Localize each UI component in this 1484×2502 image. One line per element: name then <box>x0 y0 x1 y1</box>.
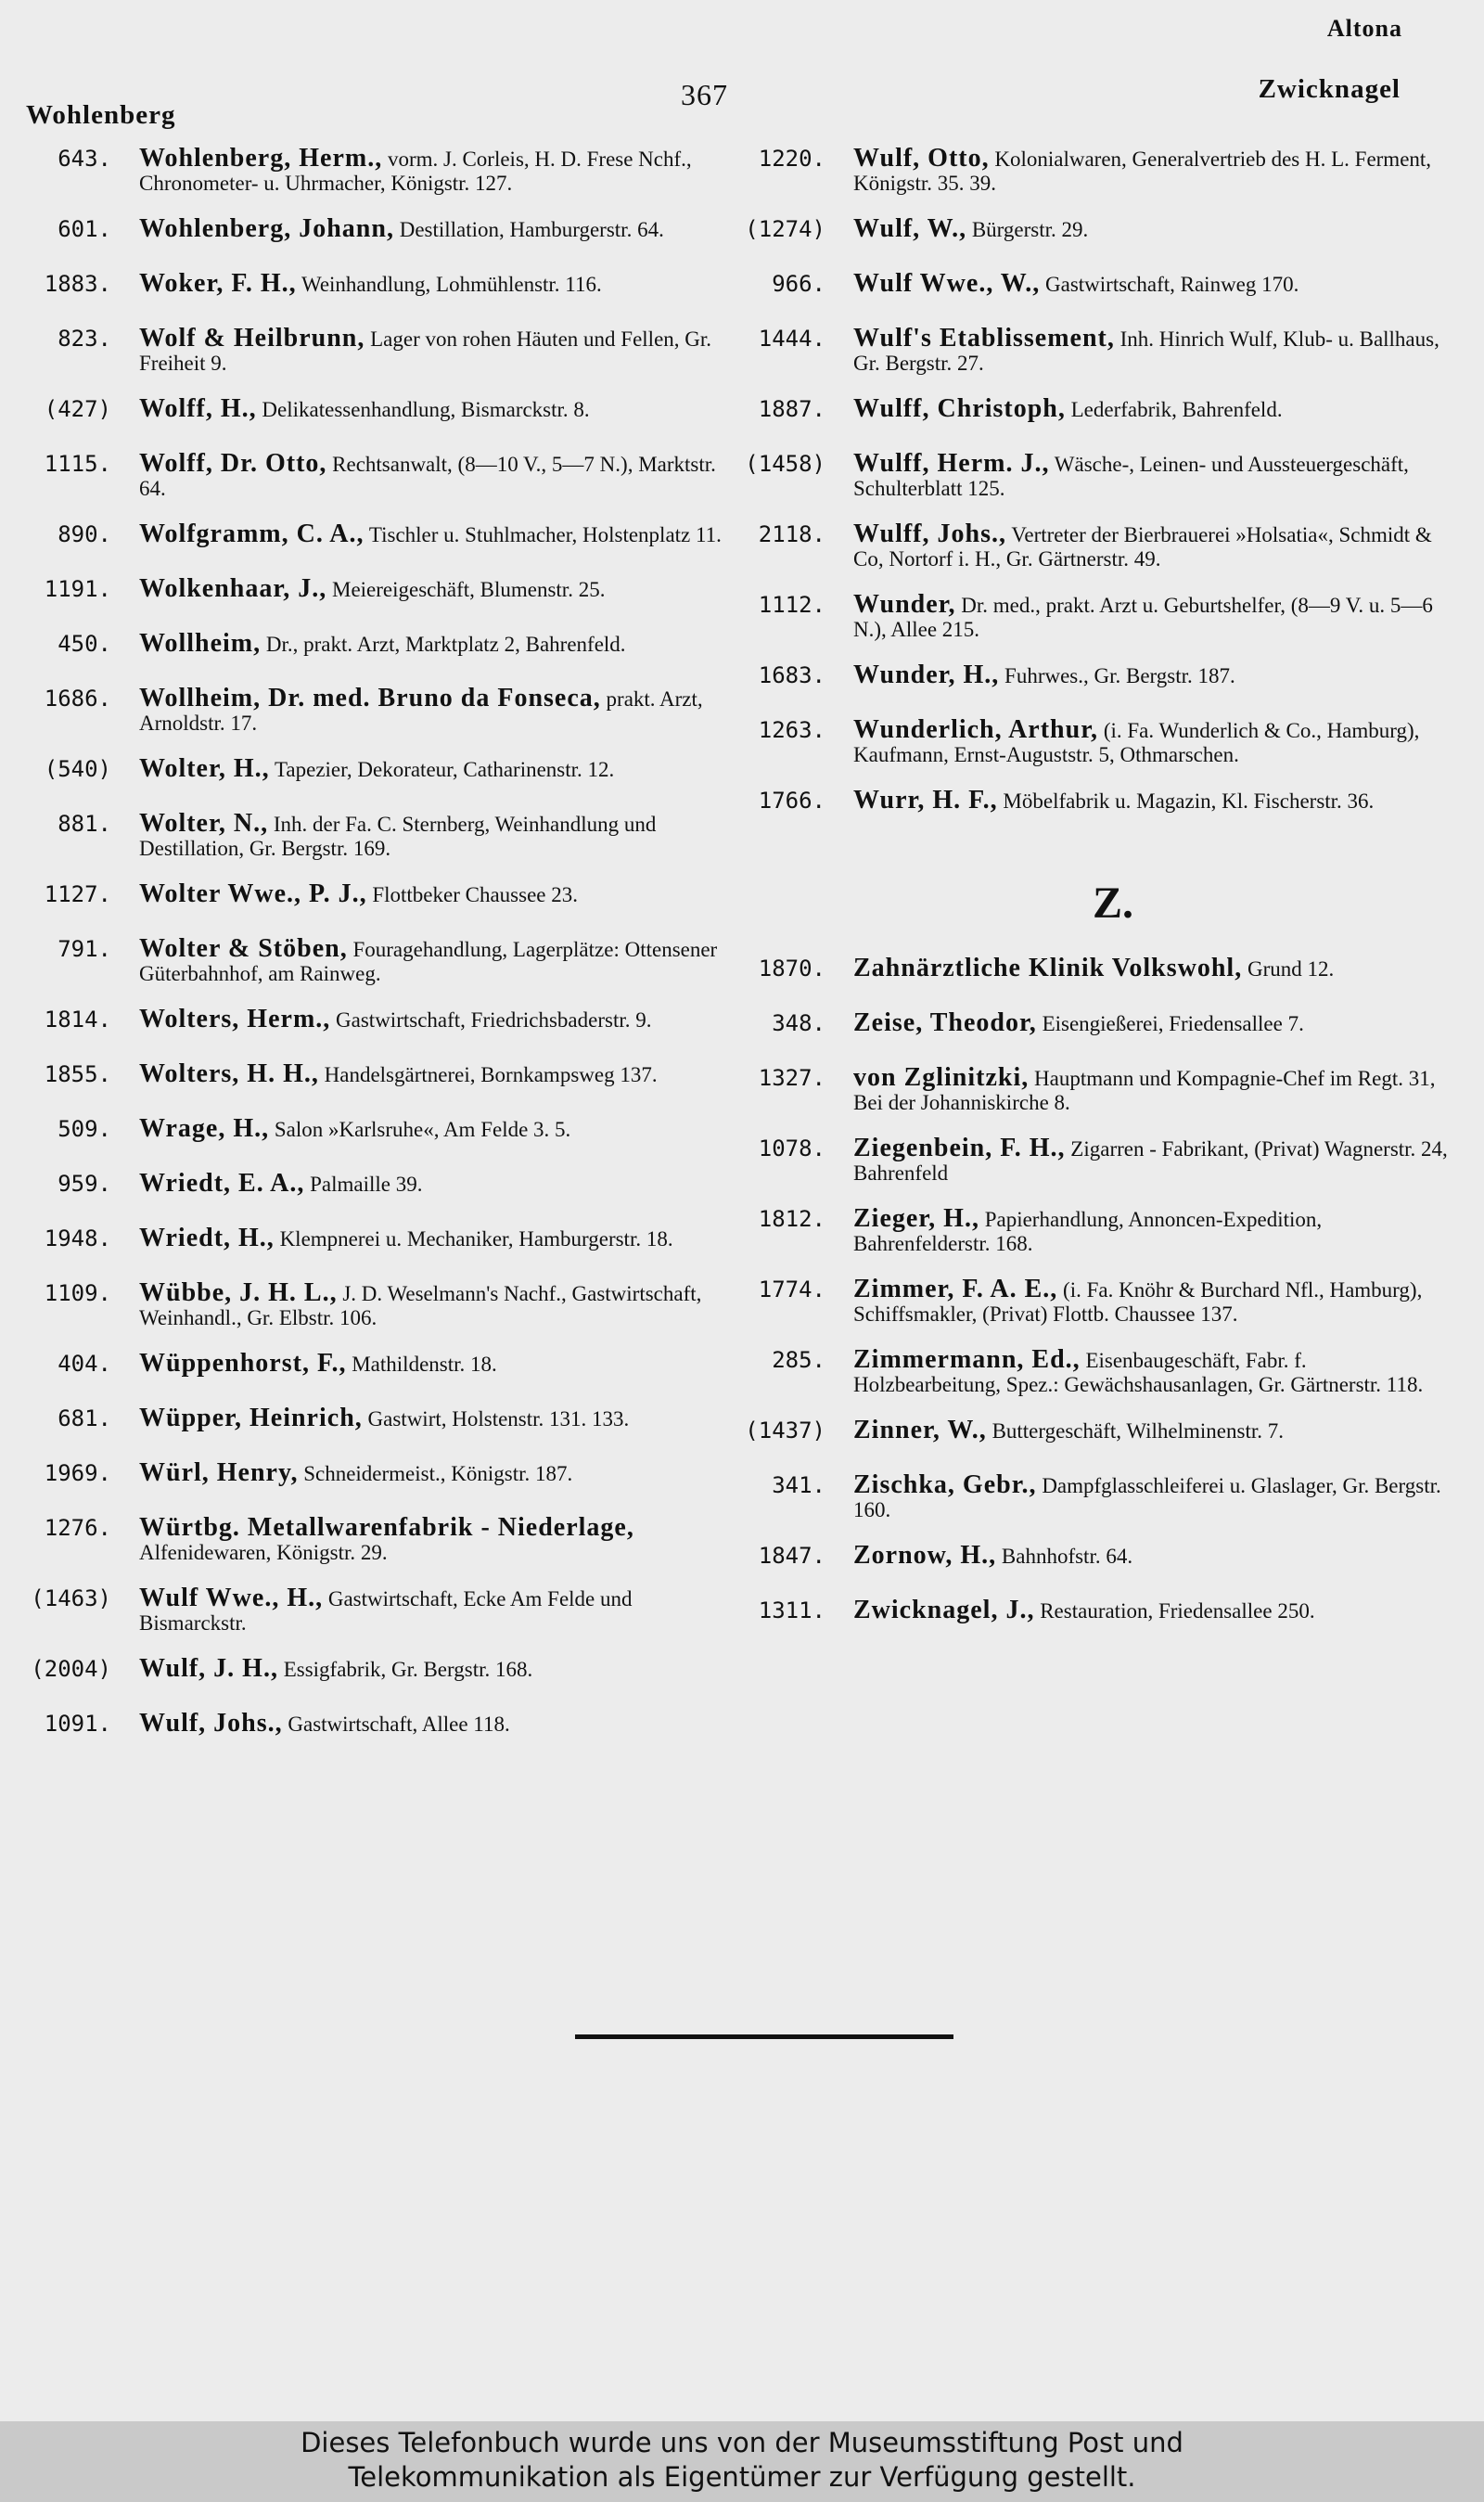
entry-details: Bürgerstr. 29. <box>971 218 1089 241</box>
entry-details: Tapezier, Dekorateur, Catharinenstr. 12. <box>274 758 615 781</box>
directory-entry <box>733 956 1456 990</box>
entry-text <box>139 1278 733 1330</box>
entry-name: Wübbe, J. H. L., <box>139 1278 338 1307</box>
entry-text <box>139 1709 733 1738</box>
phone-number: 1683. <box>758 662 825 688</box>
directory-entry <box>19 879 733 916</box>
directory-entry <box>19 1226 733 1260</box>
entry-name: Wunder, H., <box>853 661 1000 689</box>
phone-number: 791. <box>58 936 111 962</box>
phone-number: (540) <box>44 756 111 782</box>
entry-details: Bahnhofstr. 64. <box>1001 1545 1133 1568</box>
entry-text <box>139 1406 733 1431</box>
entry-details: Fuhrwes., Gr. Bergstr. 187. <box>1004 664 1235 687</box>
directory-entry <box>733 663 1456 697</box>
phone-number: 1078. <box>758 1136 825 1161</box>
directory-entry <box>19 574 733 610</box>
directory-entry <box>19 394 733 430</box>
entry-text <box>139 1007 733 1033</box>
phone-number: 2118. <box>758 521 825 547</box>
entry-text <box>139 934 733 986</box>
entry-details: Weinhandlung, Lohmühlenstr. 116. <box>301 273 602 296</box>
entry-details: Delikatessenhandlung, Bismarckstr. 8. <box>262 398 590 421</box>
entry-name: Wolters, Herm., <box>139 1005 331 1033</box>
phone-number: 1847. <box>758 1543 825 1569</box>
entry-text <box>139 394 733 423</box>
entry-name: Wolter & Stöben, <box>139 934 348 963</box>
entry-text <box>853 324 1456 376</box>
directory-entry <box>19 686 733 736</box>
entry-name: Wunder, <box>853 590 956 619</box>
entry-text <box>139 1586 733 1636</box>
entry-text <box>139 1226 733 1251</box>
footer-line-2: Telekommunikation als Eigentümer zur Verfügung gestellt. <box>348 2461 1136 2493</box>
entry-name: Wüpper, Heinrich, <box>139 1404 363 1432</box>
entry-text <box>139 574 733 603</box>
section-letter: Z. <box>1092 879 1133 928</box>
entry-text <box>853 1345 1456 1397</box>
directory-entry <box>733 1136 1456 1186</box>
entry-text <box>139 1349 733 1378</box>
directory-entry <box>733 1277 1456 1327</box>
phone-number: 1686. <box>44 686 111 712</box>
directory-entry <box>19 1654 733 1690</box>
directory-entry <box>19 1059 733 1096</box>
entry-name: Würtbg. Metallwarenfabrik - Niederlage, <box>139 1513 634 1542</box>
entry-text <box>139 449 733 501</box>
entry-text <box>853 449 1456 501</box>
entry-details: Fouragehandlung, Lagerplätze: Ottensener Güterbahnhof, am Rainweg. <box>139 938 718 985</box>
phone-number: 1766. <box>758 788 825 814</box>
entry-text <box>853 1063 1456 1115</box>
phone-number: (2004) <box>31 1656 111 1682</box>
entry-text <box>139 686 733 736</box>
header-city: Altona <box>1326 15 1402 42</box>
directory-entry <box>19 1586 733 1636</box>
entry-name: Wolters, H. H., <box>139 1059 319 1088</box>
directory-entry <box>733 1470 1456 1522</box>
entry-name: Zischka, Gebr., <box>853 1470 1037 1499</box>
directory-entry <box>19 269 733 305</box>
entry-name: Zimmermann, Ed., <box>853 1345 1081 1374</box>
entry-details: Destillation, Hamburgerstr. 64. <box>399 218 664 241</box>
entry-details: Alfenidewaren, Königstr. 29. <box>139 1541 388 1564</box>
entry-name: Wohlenberg, Johann, <box>139 214 394 243</box>
directory-entry <box>733 1345 1456 1397</box>
phone-number: 348. <box>772 1010 825 1036</box>
entry-text <box>853 715 1456 767</box>
entry-text <box>139 754 733 783</box>
entry-details: Eisenbaugeschäft, Fabr. f. Holzbearbeitung, Spez.: Gewächshausanlagen, Gr. Gärtnerstr. 118. <box>853 1349 1424 1396</box>
entry-text <box>853 1598 1456 1623</box>
entry-name: Woker, F. H., <box>139 269 297 298</box>
entry-name: Wulf, Johs., <box>139 1709 283 1738</box>
phone-number: (427) <box>44 396 111 422</box>
directory-entry <box>19 449 733 501</box>
entry-text <box>853 522 1456 571</box>
entry-name: Wulf, J. H., <box>139 1654 278 1683</box>
entry-name: Würl, Henry, <box>139 1458 299 1487</box>
phone-number: 450. <box>58 631 111 657</box>
directory-entry <box>733 214 1456 250</box>
entry-text <box>139 809 733 861</box>
directory-entry <box>733 1063 1456 1115</box>
phone-number: 1115. <box>44 451 111 477</box>
phone-number: 1191. <box>44 576 111 602</box>
directory-entry <box>733 715 1456 767</box>
directory-entry <box>19 1349 733 1385</box>
entry-details: prakt. Arzt, Arnoldstr. 17. <box>139 687 703 735</box>
entry-text <box>139 1458 733 1487</box>
entry-text <box>853 269 1456 298</box>
entry-name: Wolter, H., <box>139 754 270 783</box>
entry-text <box>853 1204 1456 1256</box>
entry-details: Kolonialwaren, Generalvertrieb des H. L. Ferment, Königstr. 35. 39. <box>853 148 1432 195</box>
phone-number: 1091. <box>44 1711 111 1737</box>
entry-name: Wulf's Etablissement, <box>853 324 1115 353</box>
page-number: 367 <box>681 78 728 111</box>
phone-number: 1855. <box>44 1061 111 1087</box>
entry-details: Klempnerei u. Mechaniker, Hamburgerstr. 18. <box>279 1227 673 1251</box>
entry-name: Zimmer, F. A. E., <box>853 1275 1058 1303</box>
directory-entry <box>733 1598 1456 1632</box>
entry-name: Zornow, H., <box>853 1541 997 1570</box>
phone-number: (1458) <box>745 451 825 477</box>
entry-name: Zwicknagel, J., <box>853 1596 1035 1624</box>
entry-text <box>853 394 1456 423</box>
entry-name: Wriedt, H., <box>139 1224 275 1252</box>
entry-details: (i. Fa. Knöhr & Burchard Nfl., Hamburg), Schiffsmakler, (Privat) Flottb. Chaussee 137. <box>853 1278 1423 1326</box>
entry-name: Wolff, Dr. Otto, <box>139 449 327 478</box>
directory-entry <box>733 522 1456 571</box>
directory-entry <box>19 934 733 986</box>
entry-details: Gastwirtschaft, Friedrichsbaderstr. 9. <box>336 1008 652 1032</box>
phone-number: (1437) <box>745 1418 825 1443</box>
entry-text <box>853 1277 1456 1327</box>
entry-text <box>853 1470 1456 1522</box>
phone-number: 1276. <box>44 1515 111 1541</box>
entry-text <box>139 324 733 376</box>
entry-name: Wolff, H., <box>139 394 257 423</box>
entry-name: Wolter Wwe., P. J., <box>139 879 367 908</box>
entry-name: Wollheim, <box>139 629 262 658</box>
entry-name: Ziegenbein, F. H., <box>853 1134 1066 1162</box>
entry-name: Wolter, N., <box>139 809 269 838</box>
entry-text <box>139 269 733 298</box>
phone-number: 509. <box>58 1116 111 1142</box>
entry-text <box>139 1513 733 1565</box>
directory-entry <box>733 144 1456 196</box>
entry-name: Wohlenberg, Herm., <box>139 144 383 173</box>
entry-name: Wulff, Christoph, <box>853 394 1066 423</box>
entry-text <box>139 522 733 547</box>
entry-name: Wüppenhorst, F., <box>139 1349 347 1378</box>
entry-name: Wunderlich, Arthur, <box>853 715 1099 744</box>
entry-details: Handelsgärtnerei, Bornkampsweg 137. <box>324 1063 658 1086</box>
phone-number: 966. <box>772 271 825 297</box>
directory-entry <box>19 1007 733 1041</box>
entry-text <box>139 879 733 908</box>
entry-text <box>139 629 733 658</box>
phone-number: 1127. <box>44 881 111 907</box>
entry-details: Dr. med., prakt. Arzt u. Geburtshelfer, (8—9 V. u. 5—6 N.), Allee 215. <box>853 594 1433 641</box>
entry-name: Wulf Wwe., W., <box>853 269 1041 298</box>
directory-entry <box>19 1114 733 1150</box>
entry-details: Gastwirtschaft, Ecke Am Felde und Bismarckstr. <box>139 1587 633 1635</box>
entry-text <box>853 1136 1456 1186</box>
entry-details: Eisengießerei, Friedensallee 7. <box>1042 1012 1304 1035</box>
phone-number: 1883. <box>44 271 111 297</box>
entry-details: Salon »Karlsruhe«, Am Felde 3. 5. <box>274 1118 571 1141</box>
entry-name: Wulff, Herm. J., <box>853 449 1050 478</box>
directory-entry <box>19 1169 733 1205</box>
directory-entry <box>19 629 733 665</box>
entry-text <box>139 1059 733 1088</box>
entry-details: Inh. Hinrich Wulf, Klub- u. Ballhaus, Gr. Bergstr. 27. <box>853 327 1439 375</box>
directory-entry <box>19 1709 733 1745</box>
directory-entry <box>19 214 733 250</box>
entry-details: Dampfglasschleiferei u. Glaslager, Gr. Bergstr. 160. <box>853 1474 1441 1521</box>
entry-details: Wäsche-, Leinen- und Aussteuergeschäft, Schulterblatt 125. <box>853 453 1409 500</box>
entry-details: Dr., prakt. Arzt, Marktplatz 2, Bahrenfeld. <box>265 633 626 656</box>
phone-number: 341. <box>772 1472 825 1498</box>
entry-text <box>853 1541 1456 1570</box>
directory-entry <box>733 786 1456 822</box>
directory-entry <box>19 754 733 790</box>
directory-entry <box>733 1418 1456 1452</box>
phone-number: 1112. <box>758 592 825 618</box>
phone-number: 1870. <box>758 956 825 982</box>
entry-name: Zieger, H., <box>853 1204 979 1233</box>
entry-name: Wurr, H. F., <box>853 786 998 815</box>
entry-details: Grund 12. <box>1247 957 1335 981</box>
phone-number: 643. <box>58 146 111 172</box>
phone-number: 1887. <box>758 396 825 422</box>
entry-text <box>139 214 733 243</box>
directory-entry <box>19 144 733 196</box>
entry-details: Inh. der Fa. C. Sternberg, Weinhandlung und Destillation, Gr. Bergstr. 169. <box>139 813 657 860</box>
entry-name: Zinner, W., <box>853 1416 987 1444</box>
entry-text <box>853 144 1456 196</box>
entry-text <box>139 144 733 196</box>
directory-entry <box>19 1278 733 1330</box>
entry-name: Wolkenhaar, J., <box>139 574 327 603</box>
z-entries <box>733 956 1456 1632</box>
entry-name: Wollheim, Dr. med. Bruno da Fonseca, <box>139 684 601 712</box>
entry-text <box>853 1418 1456 1443</box>
entry-details: Vertreter der Bierbrauerei »Holsatia«, Schmidt & Co, Nortorf i. H., Gr. Gärtnerstr. 49. <box>853 523 1432 571</box>
entry-name: Wulf, Otto, <box>853 144 990 173</box>
entry-text <box>853 786 1456 815</box>
directory-entry <box>733 1541 1456 1577</box>
header-last-entry: Zwicknagel <box>1258 74 1401 104</box>
entry-text <box>853 956 1456 982</box>
entry-details: Gastwirt, Holstenstr. 131. 133. <box>367 1407 630 1431</box>
entry-name: Wolfgramm, C. A., <box>139 520 365 548</box>
phone-number: 285. <box>772 1347 825 1373</box>
entry-details: Meiereigeschäft, Blumenstr. 25. <box>332 578 606 601</box>
phone-number: 1814. <box>44 1007 111 1033</box>
directory-entry <box>733 449 1456 501</box>
entry-name: Zahnärztliche Klinik Volkswohl, <box>853 954 1243 982</box>
phone-number: 881. <box>58 811 111 837</box>
phone-number: 823. <box>58 326 111 352</box>
directory-entry <box>19 522 733 556</box>
entry-details: Schneidermeist., Königstr. 187. <box>303 1462 573 1485</box>
directory-entry <box>733 1204 1456 1256</box>
phone-number: 681. <box>58 1405 111 1431</box>
phone-number: 1220. <box>758 146 825 172</box>
entry-details: (i. Fa. Wunderlich & Co., Hamburg), Kaufmann, Ernst-Auguststr. 5, Othmarschen. <box>853 719 1420 766</box>
entry-details: Restauration, Friedensallee 250. <box>1040 1599 1315 1623</box>
directory-entry <box>733 324 1456 376</box>
directory-entry <box>19 324 733 376</box>
entry-name: Wrage, H., <box>139 1114 270 1143</box>
entry-details: Möbelfabrik u. Magazin, Kl. Fischerstr. 36. <box>1003 789 1375 813</box>
entry-name: Wriedt, E. A., <box>139 1169 305 1198</box>
entry-details: Tischler u. Stuhlmacher, Holstenplatz 11. <box>368 523 722 546</box>
directory-entry <box>19 809 733 861</box>
entry-details: Mathildenstr. 18. <box>352 1353 497 1376</box>
entry-name: Wulf, W., <box>853 214 967 243</box>
entry-details: Lederfabrik, Bahrenfeld. <box>1070 398 1283 421</box>
directory-entry <box>733 394 1456 430</box>
w-entries <box>733 144 1456 822</box>
entry-details: Gastwirtschaft, Allee 118. <box>288 1713 510 1736</box>
phone-number: 1444. <box>758 326 825 352</box>
header-first-entry: Wohlenberg <box>26 100 176 130</box>
directory-entry <box>733 1008 1456 1045</box>
phone-number: 1774. <box>758 1277 825 1302</box>
entry-text <box>853 663 1456 688</box>
directory-entry <box>19 1458 733 1495</box>
footer-line-1: Dieses Telefonbuch wurde uns von der Museumsstiftung Post und <box>301 2427 1183 2458</box>
entry-details: Papierhandlung, Annoncen-Expedition, Bahrenfelderstr. 168. <box>853 1208 1323 1255</box>
entry-details: Lager von rohen Häuten und Fellen, Gr. Freiheit 9. <box>139 327 712 375</box>
right-column <box>733 144 1456 1653</box>
phone-number: 1948. <box>44 1225 111 1251</box>
entry-name: von Zglinitzki, <box>853 1063 1030 1092</box>
directory-entry <box>733 269 1456 305</box>
entry-details: Essigfabrik, Gr. Bergstr. 168. <box>283 1658 533 1681</box>
directory-entry <box>19 1513 733 1565</box>
entry-details: Flottbeker Chaussee 23. <box>372 883 578 906</box>
phone-number: 404. <box>58 1351 111 1377</box>
entry-name: Wulff, Johs., <box>853 520 1006 548</box>
entry-details: vorm. J. Corleis, H. D. Frese Nchf., Chronometer- u. Uhrmacher, Königstr. 127. <box>139 148 692 195</box>
entry-details: J. D. Weselmann's Nachf., Gastwirtschaft, Weinhandl., Gr. Elbstr. 106. <box>139 1282 702 1329</box>
phone-number: (1463) <box>31 1585 111 1611</box>
entry-text <box>139 1114 733 1143</box>
phone-number: 1969. <box>44 1460 111 1486</box>
directory-entry <box>733 590 1456 642</box>
phone-number: 890. <box>58 521 111 547</box>
entry-details: Zigarren - Fabrikant, (Privat) Wagnerstr. 24, Bahrenfeld <box>853 1137 1448 1185</box>
phone-number: 959. <box>58 1171 111 1197</box>
entry-details: Gastwirtschaft, Rainweg 170. <box>1045 273 1299 296</box>
phone-number: 1109. <box>44 1280 111 1306</box>
phone-number: 1327. <box>758 1065 825 1091</box>
phone-number: 601. <box>58 216 111 242</box>
phone-number: 1812. <box>758 1206 825 1232</box>
entry-details: Hauptmann und Kompagnie-Chef im Regt. 31, Bei der Johanniskirche 8. <box>853 1067 1436 1114</box>
phone-number: 1311. <box>758 1597 825 1623</box>
entry-text <box>139 1169 733 1198</box>
directory-entry <box>19 1406 733 1440</box>
entry-text <box>853 1008 1456 1037</box>
entry-details: Palmaille 39. <box>310 1173 423 1196</box>
left-column <box>19 144 733 1766</box>
phone-number: 1263. <box>758 717 825 743</box>
entry-name: Zeise, Theodor, <box>853 1008 1037 1037</box>
entry-text <box>139 1654 733 1683</box>
entry-name: Wulf Wwe., H., <box>139 1584 324 1612</box>
entry-name: Wolf & Heilbrunn, <box>139 324 365 353</box>
entry-details: Buttergeschäft, Wilhelminenstr. 7. <box>991 1419 1284 1443</box>
phone-number: (1274) <box>745 216 825 242</box>
end-rule <box>575 2034 953 2039</box>
entry-text <box>853 590 1456 642</box>
footer-note <box>0 2421 1484 2502</box>
entry-details: Rechtsanwalt, (8—10 V., 5—7 N.), Marktstr. 64. <box>139 453 716 500</box>
entry-text <box>853 214 1456 243</box>
